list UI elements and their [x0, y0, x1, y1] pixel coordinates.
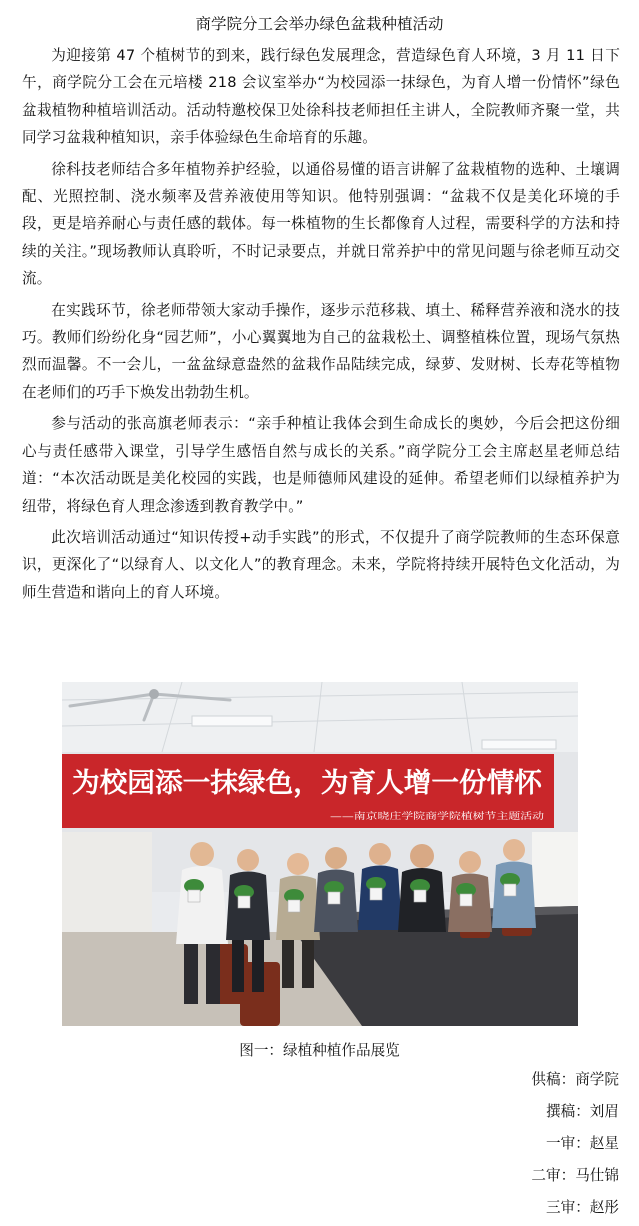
paragraph-lecture: 徐科技老师结合多年植物养护经验，以通俗易懂的语言讲解了盆栽植物的选种、土壤调配、光照控制、浇水频率及营养液使用等知识。他特别强调：“盆栽不仅是美化环境的手段，更是培养耐心与责任感的载体。每一株植物的生长都像育人过程，需要科学的方法和持续的关注。”现场教师认真聆听，不时记录要点，并就日常养护中的常见问题与徐老师互动交流。 [22, 160, 620, 288]
event-photo [62, 682, 578, 1026]
credit-third-review: 三审：赵彤 [546, 1199, 619, 1216]
credit-first-review: 一审：赵星 [546, 1135, 619, 1152]
photo-caption: 图一：绿植种植作品展览 [239, 1042, 400, 1059]
banner-sub-text: ——南京晓庄学院商学院植树节主题活动 [330, 812, 493, 822]
article-body [22, 42, 620, 610]
credit-contributor: 供稿：商学院 [531, 1071, 619, 1088]
credit-second-review: 二审：马仕锦 [531, 1167, 619, 1184]
banner-main-text: 为校园添一抹绿色，为育人增一份情怀 [72, 768, 531, 799]
credit-author: 撰稿：刘眉 [546, 1103, 619, 1120]
credits-block [531, 1064, 619, 1224]
article-title: 商学院分工会举办绿色盆栽种植活动 [195, 15, 444, 33]
paragraph-intro: 为迎接第 47 个植树节的到来，践行绿色发展理念，营造绿色育人环境，3 月 11 日下午，商学院分工会在元培楼 218 会议室举办“为校园添一抹绿色，为育人增一份情怀”绿色盆栽植物种植培训活动。活动特邀校保卫处徐科技老师担任主讲人，全院教师齐聚一堂，共同学习盆栽种植知识，亲手体验绿色生命培育的乐趣。 [22, 47, 620, 147]
paragraph-quotes: 参与活动的张高旗老师表示：“亲手种植让我体会到生命成长的奥妙，今后会把这份细心与责任感带入课堂，引导学生感悟自然与成长的关系。”商学院分工会主席赵星老师总结道：“本次活动既是美化校园的实践，也是师德师风建设的延伸。希望老师们以绿植养护为纽带，将绿色育人理念渗透到教育教学中。” [22, 415, 620, 515]
paragraph-conclusion: 此次培训活动通过“知识传授+动手实践”的形式，不仅提升了商学院教师的生态环保意识，更深化了“以绿育人、以文化人”的教育理念。未来，学院将持续开展特色文化活动，为师生营造和谐向上的育人环境。 [22, 528, 620, 601]
paragraph-practice: 在实践环节，徐老师带领大家动手操作，逐步示范移栽、填土、稀释营养液和浇水的技巧。教师们纷纷化身“园艺师”，小心翼翼地为自己的盆栽松土、调整植株位置，现场气氛热烈而温馨。不一会儿，一盆盆绿意盎然的盆栽作品陆续完成，绿萝、发财树、长寿花等植物在老师们的巧手下焕发出勃勃生机。 [22, 301, 620, 401]
